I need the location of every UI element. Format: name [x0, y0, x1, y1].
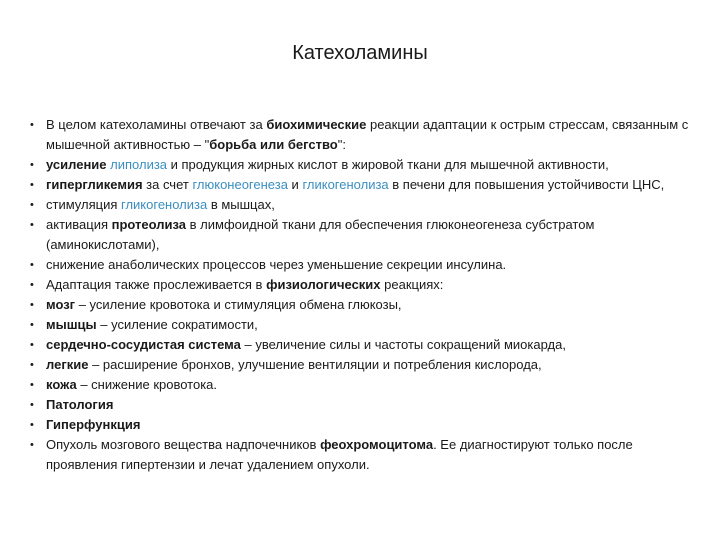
- bullet-dot-icon: •: [30, 419, 34, 431]
- text-segment: и продукция жирных кислот в жировой ткани для мышечной активности,: [167, 157, 609, 172]
- bold-term: мозг: [46, 297, 76, 312]
- list-item: [0, 415, 720, 435]
- list-item: [0, 335, 720, 355]
- list-item: [0, 175, 720, 195]
- list-item: [0, 195, 720, 215]
- text-segment: – расширение бронхов, улучшение вентиляции и потребления кислорода,: [88, 357, 542, 372]
- bold-term: усиление: [46, 157, 107, 172]
- bold-term: кожа: [46, 377, 77, 392]
- list-item: [0, 155, 720, 175]
- text-segment: – снижение кровотока.: [76, 377, 218, 392]
- text-segment: . Ее диагностируют только после проявления гипертензии и лечат удалением опухоли.: [46, 437, 633, 472]
- list-item: [0, 255, 720, 275]
- bullet-dot-icon: •: [30, 359, 34, 371]
- text-segment: Адаптация также прослеживается в: [46, 277, 267, 292]
- bold-term: биохимические: [266, 117, 367, 132]
- list-item: [0, 295, 720, 315]
- text-segment: в мышцах,: [207, 197, 275, 212]
- text-segment: снижение анаболических процессов через уменьшение секреции инсулина.: [46, 257, 507, 272]
- text-segment: Опухоль мозгового вещества надпочечников: [46, 437, 321, 452]
- term-link[interactable]: липолиза: [110, 157, 168, 172]
- bold-term: борьба или бегство: [209, 137, 338, 152]
- term-link[interactable]: гликогенолиза: [302, 177, 389, 192]
- text-segment: в лимфоидной ткани для обеспечения глюконеогенеза субстратом (аминокислотами),: [46, 217, 595, 252]
- text-segment: – усиление сократимости,: [96, 317, 258, 332]
- bold-term: Патология: [46, 397, 114, 412]
- bullet-dot-icon: •: [30, 339, 34, 351]
- list-item: [0, 215, 720, 255]
- text-segment: за счет: [142, 177, 193, 192]
- list-item: [0, 275, 720, 295]
- slide-title: Катехоламины: [292, 42, 428, 64]
- text-segment: ":: [337, 137, 346, 152]
- list-item: [0, 395, 720, 415]
- bold-term: сердечно-сосудистая система: [46, 337, 241, 352]
- list-item: [0, 115, 720, 155]
- bullet-dot-icon: •: [30, 319, 34, 331]
- text-segment: реакции адаптации к острым стрессам, связанным с мышечной активностью – ": [46, 117, 689, 152]
- list-item: [0, 375, 720, 395]
- text-segment: и: [287, 177, 303, 192]
- bold-term: Гиперфункция: [46, 417, 141, 432]
- term-link[interactable]: глюконеогенеза: [192, 177, 288, 192]
- text-segment: в печени для повышения устойчивости ЦНС,: [388, 177, 665, 192]
- bullet-dot-icon: •: [30, 219, 34, 231]
- bullet-dot-icon: •: [30, 259, 34, 271]
- bullet-dot-icon: •: [30, 159, 34, 171]
- text-segment: В целом катехоламины отвечают за: [46, 117, 267, 132]
- bold-term: протеолиза: [111, 217, 187, 232]
- bold-term: легкие: [46, 357, 89, 372]
- bullet-dot-icon: •: [30, 279, 34, 291]
- list-item: [0, 435, 720, 475]
- bullet-dot-icon: •: [30, 179, 34, 191]
- bullet-dot-icon: •: [30, 199, 34, 211]
- bold-term: мышцы: [46, 317, 97, 332]
- bullet-dot-icon: •: [30, 119, 34, 131]
- text-segment: стимуляция: [46, 197, 121, 212]
- text-segment: активация: [46, 217, 112, 232]
- list-item: [0, 315, 720, 335]
- bullet-dot-icon: •: [30, 399, 34, 411]
- bullet-dot-icon: •: [30, 379, 34, 391]
- bullet-dot-icon: •: [30, 299, 34, 311]
- list-item: [0, 355, 720, 375]
- term-link[interactable]: гликогенолиза: [121, 197, 208, 212]
- bullet-list: [0, 115, 720, 475]
- text-segment: – увеличение силы и частоты сокращений миокарда,: [240, 337, 566, 352]
- bold-term: физиологических: [266, 277, 381, 292]
- bold-term: гипергликемия: [46, 177, 143, 192]
- text-segment: – усиление кровотока и стимуляция обмена глюкозы,: [75, 297, 402, 312]
- text-segment: реакциях:: [380, 277, 444, 292]
- bold-term: феохромоцитома: [320, 437, 434, 452]
- bullet-dot-icon: •: [30, 439, 34, 451]
